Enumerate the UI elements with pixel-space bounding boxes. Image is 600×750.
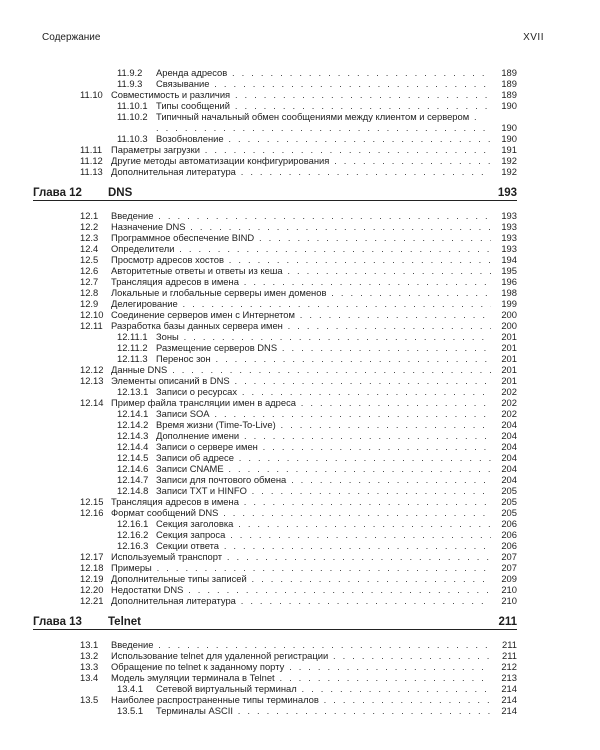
- toc-entry-title: Разработка базы данных сервера имен . . .: [111, 320, 517, 331]
- leader-dots: . . . . . . . . . . . . . . . . . . . . . . . . . . . . . . . . . . . .: [156, 111, 488, 133]
- toc-entry-number: 12.14.5: [117, 452, 149, 463]
- toc-entry-title: Терминалы ASCII . . .: [156, 705, 517, 716]
- toc-entry[interactable]: [0, 474, 600, 485]
- toc-entry-number: 12.13: [80, 375, 104, 386]
- toc-entry-page: 189: [491, 89, 517, 100]
- toc-entry-number: 13.1: [80, 639, 99, 650]
- toc-entry-title: Обращение по telnet к заданному порту . . .: [111, 661, 517, 672]
- toc-entry-page: 189: [491, 67, 517, 78]
- toc-entry-number: 12.7: [80, 276, 99, 287]
- toc-entry-title: Элементы описаний в DNS . . .: [111, 375, 517, 386]
- toc-entry-page: 210: [491, 595, 517, 606]
- toc-entry-title: Просмотр адресов хостов . . .: [111, 254, 517, 265]
- toc-entry-title: Записи об адресе . . .: [156, 452, 517, 463]
- toc-entry-number: 12.12: [80, 364, 104, 375]
- toc-entry-title: Соединение серверов имен с Интернетом . . .: [111, 309, 517, 320]
- toc-entry-number: 12.14.8: [117, 485, 149, 496]
- toc-entry-page: 202: [491, 386, 517, 397]
- toc-entry[interactable]: [0, 452, 600, 463]
- toc-entry[interactable]: [0, 78, 600, 89]
- chapter-heading[interactable]: [33, 186, 517, 201]
- chapter-heading[interactable]: [33, 615, 517, 630]
- toc-entry-page: 195: [491, 265, 517, 276]
- toc-entry-page: 201: [491, 353, 517, 364]
- toc-entry-title: Пример файла трансляции имен в адреса . . .: [111, 397, 517, 408]
- toc-entry-page: 205: [491, 496, 517, 507]
- toc-entry-page: 209: [491, 573, 517, 584]
- toc-entry[interactable]: [0, 276, 600, 287]
- toc-entry-number: 12.14.6: [117, 463, 149, 474]
- toc-entry[interactable]: [0, 463, 600, 474]
- toc-entry-title: Записи о сервере имен . . .: [156, 441, 517, 452]
- toc-entry[interactable]: [0, 155, 600, 166]
- toc-entry[interactable]: [0, 265, 600, 276]
- toc-entry[interactable]: [0, 210, 600, 221]
- toc-entry[interactable]: [0, 89, 600, 100]
- toc-entry[interactable]: [0, 111, 600, 133]
- toc-entry-page: 202: [491, 397, 517, 408]
- toc-entry-page: 214: [491, 705, 517, 716]
- toc-entry-title: Наиболее распространенные типы терминалов . . .: [111, 694, 517, 705]
- toc-entry-number: 11.13: [80, 166, 103, 177]
- toc-entry-page: 214: [491, 683, 517, 694]
- toc-entry-number: 12.9: [80, 298, 99, 309]
- toc-entry-number: 11.12: [80, 155, 103, 166]
- toc-entry-number: 11.10: [80, 89, 103, 100]
- toc-entry-number: 12.16: [80, 507, 104, 518]
- toc-entry-title: Записи CNAME . . .: [156, 463, 517, 474]
- toc-entry-title: Авторитетные ответы и ответы из кеша . . .: [111, 265, 517, 276]
- toc-entry-title: Совместимость и различия . . .: [111, 89, 517, 100]
- toc-entry-page: 204: [491, 474, 517, 485]
- toc-entry-number: 11.9.3: [117, 78, 143, 89]
- toc-entry-page: 210: [491, 584, 517, 595]
- toc-entry-number: 13.4: [80, 672, 99, 683]
- toc-entry-number: 11.10.2: [117, 111, 148, 122]
- toc-entry[interactable]: [0, 485, 600, 496]
- toc-entry[interactable]: [0, 694, 600, 705]
- toc-entry[interactable]: [0, 705, 600, 716]
- toc-entry-number: 12.20: [80, 584, 104, 595]
- toc-entry[interactable]: [0, 650, 600, 661]
- toc-entry-title: Типичный начальный обмен сообщениями между клиентом и сервером . . . . . . . . . . . . . . . . . . . . . . . . . . . . . . . . . . . .: [156, 111, 488, 133]
- toc-entry-page: 193: [491, 210, 517, 221]
- toc-entry[interactable]: [0, 430, 600, 441]
- toc-entry-page: 200: [491, 320, 517, 331]
- toc-entry-page: 207: [491, 562, 517, 573]
- toc-entry-title: Записи SOA . . .: [156, 408, 517, 419]
- toc-entry[interactable]: [0, 331, 600, 342]
- toc-entry-number: 12.14.4: [117, 441, 149, 452]
- toc-entry-title: Данные DNS . . .: [111, 364, 517, 375]
- toc-entry-page: 189: [491, 78, 517, 89]
- toc-entry-number: 12.16.3: [117, 540, 149, 551]
- toc-entry-title: Дополнительные типы записей . . .: [111, 573, 517, 584]
- toc-entry[interactable]: [0, 254, 600, 265]
- toc-entry-page: 204: [491, 419, 517, 430]
- toc-entry-number: 12.21: [80, 595, 104, 606]
- toc-entry-title: Введение . . .: [111, 210, 517, 221]
- toc-entry-number: 12.19: [80, 573, 104, 584]
- toc-entry-page: 193: [491, 243, 517, 254]
- toc-entry-number: 12.14: [80, 397, 104, 408]
- toc-entry-number: 12.18: [80, 562, 104, 573]
- toc-entry-page: 190: [491, 133, 517, 144]
- toc-entry-page: 190: [491, 100, 517, 111]
- toc-entry-number: 12.11.2: [117, 342, 148, 353]
- toc-entry-page: 204: [491, 452, 517, 463]
- toc-entry-page: 190: [491, 122, 517, 133]
- toc-entry-page: 201: [491, 342, 517, 353]
- toc-entry-number: 12.14.1: [117, 408, 149, 419]
- toc-entry-number: 13.5: [80, 694, 99, 705]
- chapter-page: 211: [498, 616, 517, 628]
- toc-entry-number: 12.2: [80, 221, 99, 232]
- toc-entry[interactable]: [0, 672, 600, 683]
- toc-entry[interactable]: [0, 683, 600, 694]
- toc-entry[interactable]: [0, 419, 600, 430]
- toc-entry-title: Используемый транспорт . . .: [111, 551, 517, 562]
- toc-entry[interactable]: [0, 573, 600, 584]
- toc-entry-number: 11.10.1: [117, 100, 148, 111]
- toc-entry-title: Перенос зон . . .: [156, 353, 517, 364]
- toc-entry-number: 12.6: [80, 265, 99, 276]
- toc-entry-page: 212: [491, 661, 517, 672]
- toc-entry-title: Зоны . . .: [156, 331, 517, 342]
- toc-entry-title: Сетевой виртуальный терминал . . .: [156, 683, 517, 694]
- toc-entry-title: Трансляция адресов в имена . . .: [111, 276, 517, 287]
- toc-entry-page: 206: [491, 518, 517, 529]
- toc-entry[interactable]: [0, 397, 600, 408]
- toc-entry-page: 200: [491, 309, 517, 320]
- toc-entry-number: 12.10: [80, 309, 104, 320]
- toc-entry-number: 12.4: [80, 243, 99, 254]
- toc-entry-title: Формат сообщений DNS . . .: [111, 507, 517, 518]
- toc-entry-page: 194: [491, 254, 517, 265]
- toc-entry[interactable]: [0, 540, 600, 551]
- toc-entry-page: 204: [491, 441, 517, 452]
- toc-entry-title: Размещение серверов DNS . . .: [156, 342, 517, 353]
- toc-entry-page: 199: [491, 298, 517, 309]
- toc-entry-page: 205: [491, 507, 517, 518]
- chapter-number: Глава 12: [33, 187, 82, 199]
- toc-entry[interactable]: [0, 408, 600, 419]
- toc-entry-title: Локальные и глобальные серверы имен доменов . . .: [111, 287, 517, 298]
- toc-entry[interactable]: [0, 661, 600, 672]
- toc-entry-number: 12.8: [80, 287, 99, 298]
- toc-entry-title: Делегирование . . .: [111, 298, 517, 309]
- toc-entry-number: 13.5.1: [117, 705, 144, 716]
- toc-entry-number: 13.2: [80, 650, 99, 661]
- toc-entry-number: 12.11.1: [117, 331, 148, 342]
- toc-entry[interactable]: [0, 353, 600, 364]
- toc-entry-number: 12.16.1: [117, 518, 149, 529]
- toc-entry-title: Дополнительная литература . . .: [111, 166, 517, 177]
- toc-entry-number: 12.5: [80, 254, 99, 265]
- toc-entry[interactable]: [0, 386, 600, 397]
- toc-entry-page: 196: [491, 276, 517, 287]
- toc-entry-number: 12.11.3: [117, 353, 148, 364]
- toc-entry-page: 204: [491, 430, 517, 441]
- chapter-title: Telnet: [108, 616, 142, 628]
- toc-entry-page: 211: [491, 639, 517, 650]
- toc-entry-title: Назначение DNS . . .: [111, 221, 517, 232]
- toc-entry-title: Определители . . .: [111, 243, 517, 254]
- toc-entry[interactable]: [0, 595, 600, 606]
- toc-entry[interactable]: [0, 441, 600, 452]
- toc-entry[interactable]: [0, 100, 600, 111]
- toc-entry-title: Связывание . . .: [156, 78, 517, 89]
- toc-entry-title: Введение . . .: [111, 639, 517, 650]
- toc-entry[interactable]: [0, 144, 600, 155]
- toc-entry[interactable]: [0, 298, 600, 309]
- toc-entry-page: 198: [491, 287, 517, 298]
- toc-entry[interactable]: [0, 232, 600, 243]
- toc-entry-number: 12.13.1: [117, 386, 149, 397]
- toc-entry[interactable]: [0, 507, 600, 518]
- toc-entry-page: 191: [491, 144, 517, 155]
- toc-entry-number: 13.4.1: [117, 683, 144, 694]
- toc-entry-title: Записи TXT и HINFO . . .: [156, 485, 517, 496]
- toc-entry-title: Записи о ресурсах . . .: [156, 386, 517, 397]
- toc-entry-title: Программное обеспечение BIND . . .: [111, 232, 517, 243]
- toc-entry[interactable]: [0, 518, 600, 529]
- toc-entry-number: 12.16.2: [117, 529, 149, 540]
- toc-entry-title: Время жизни (Time-To-Live) . . .: [156, 419, 517, 430]
- toc-entry-page: 205: [491, 485, 517, 496]
- toc-entry[interactable]: [0, 496, 600, 507]
- toc-entry[interactable]: [0, 320, 600, 331]
- toc-entry[interactable]: [0, 364, 600, 375]
- toc-entry-title: Недостатки DNS . . .: [111, 584, 517, 595]
- running-header: [42, 32, 544, 46]
- toc-entry[interactable]: [0, 529, 600, 540]
- toc-entry-title: Параметры загрузки . . .: [111, 144, 517, 155]
- toc-entry[interactable]: [0, 584, 600, 595]
- toc-entry[interactable]: [0, 551, 600, 562]
- toc-entry-page: 201: [491, 375, 517, 386]
- toc-entry-number: 12.3: [80, 232, 99, 243]
- toc-entry[interactable]: [0, 133, 600, 144]
- toc-entry-title: Трансляция адресов в имена . . .: [111, 496, 517, 507]
- toc-entry-page: 204: [491, 463, 517, 474]
- toc-entry-title: Примеры . . .: [111, 562, 517, 573]
- toc-entry-number: 12.11: [80, 320, 103, 331]
- toc-entry-number: 13.3: [80, 661, 99, 672]
- toc-entry-number: 11.11: [80, 144, 103, 155]
- chapter-title: DNS: [108, 187, 133, 199]
- toc-entry[interactable]: [0, 166, 600, 177]
- toc-entry-title: Аренда адресов . . .: [156, 67, 517, 78]
- toc-entry-page: 201: [491, 331, 517, 342]
- toc-entry-page: 207: [491, 551, 517, 562]
- toc-entry-title: Типы сообщений . . .: [156, 100, 517, 111]
- toc-entry-number: 12.14.3: [117, 430, 149, 441]
- toc-entry-number: 12.14.7: [117, 474, 149, 485]
- toc-entry-page: 201: [491, 364, 517, 375]
- toc-entry-page: 192: [491, 155, 517, 166]
- chapter-number: Глава 13: [33, 616, 82, 628]
- toc-entry[interactable]: [0, 342, 600, 353]
- toc-entry-page: 193: [491, 232, 517, 243]
- toc-entry[interactable]: [0, 375, 600, 386]
- toc-entry[interactable]: [0, 67, 600, 78]
- toc-entry-title: Возобновление . . .: [156, 133, 517, 144]
- toc-entry-page: 214: [491, 694, 517, 705]
- toc-entry-page: 193: [491, 221, 517, 232]
- toc-entry-number: 11.9.2: [117, 67, 143, 78]
- toc-entry[interactable]: [0, 562, 600, 573]
- toc-entry-title: Дополнительная литература . . .: [111, 595, 517, 606]
- toc-entry-title: Записи для почтового обмена . . .: [156, 474, 517, 485]
- header-page-number: XVII: [523, 32, 544, 43]
- toc-entry-number: 12.14.2: [117, 419, 149, 430]
- toc-entry-title: Секция заголовка . . .: [156, 518, 517, 529]
- toc-entry-title: Использование telnet для удаленной регистрации . . .: [111, 650, 517, 661]
- toc-entry[interactable]: [0, 287, 600, 298]
- chapter-page: 193: [497, 187, 517, 199]
- toc-entry[interactable]: [0, 243, 600, 254]
- toc-entry-number: 12.1: [80, 210, 99, 221]
- toc-entry-page: 206: [491, 540, 517, 551]
- toc-entry-page: 192: [491, 166, 517, 177]
- toc-entry-title: Другие методы автоматизации конфигурирования . . .: [111, 155, 517, 166]
- toc-entry[interactable]: [0, 309, 600, 320]
- toc-entry-number: 12.17: [80, 551, 104, 562]
- toc-entry-page: 206: [491, 529, 517, 540]
- toc-entry[interactable]: [0, 221, 600, 232]
- toc-entry-title: Секция запроса . . .: [156, 529, 517, 540]
- toc-entry-page: 202: [491, 408, 517, 419]
- toc-entry-number: 12.15: [80, 496, 104, 507]
- toc-entry-title: Секции ответа . . .: [156, 540, 517, 551]
- toc-entry-title: Дополнение имени . . .: [156, 430, 517, 441]
- header-title: Содержание: [42, 32, 101, 43]
- toc-entry-page: 213: [491, 672, 517, 683]
- toc-entry[interactable]: [0, 639, 600, 650]
- toc-entry-page: 211: [491, 650, 517, 661]
- toc-entry-title: Модель эмуляции терминала в Telnet . . .: [111, 672, 517, 683]
- toc-entry-number: 11.10.3: [117, 133, 148, 144]
